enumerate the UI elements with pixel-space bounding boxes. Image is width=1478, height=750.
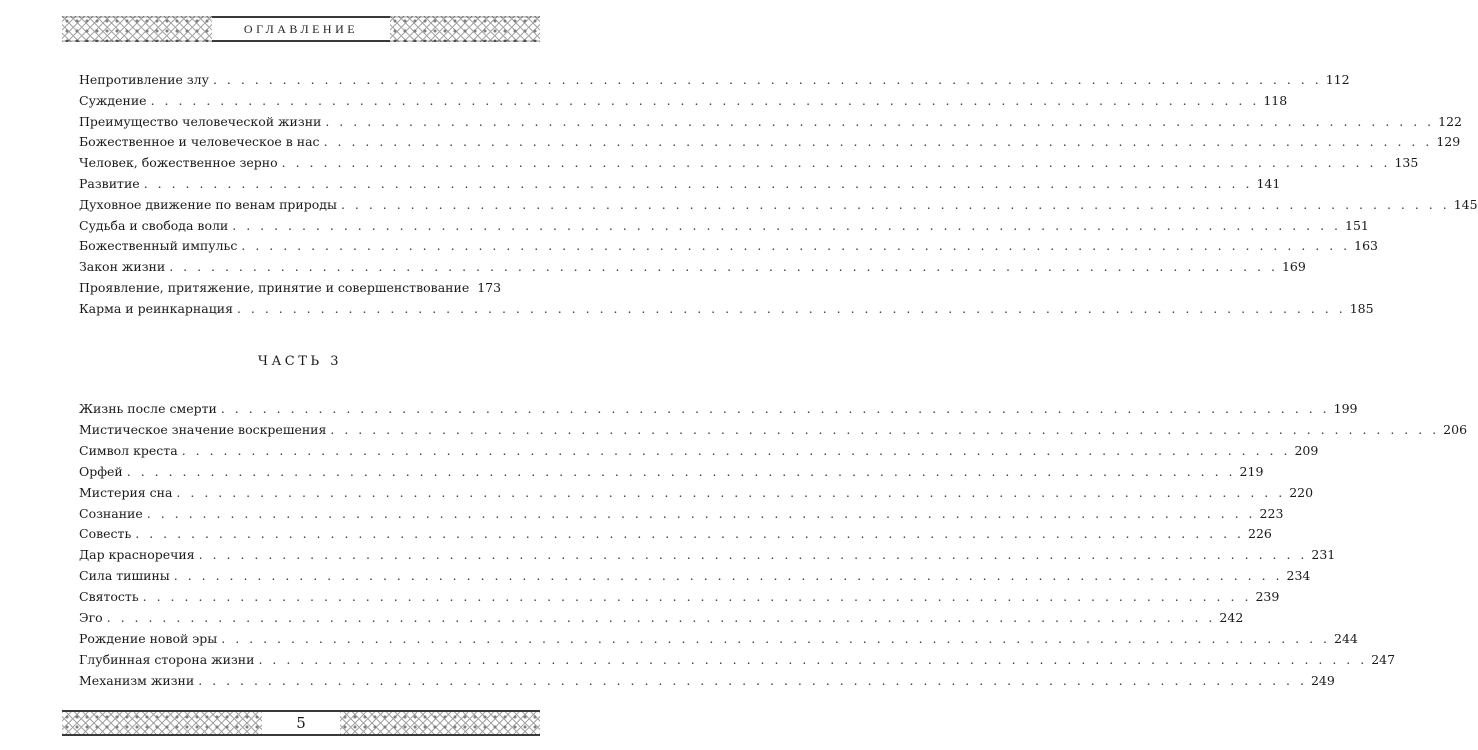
toc-entry [79,255,1306,275]
toc-entry-page: 223 [1259,505,1284,521]
toc-entry-title: Мистическое значение воскрешения [79,421,327,437]
toc-entry-leader: . . . . . . . . . . . . . . . . . . . . . . . . . . . . . . . . . . . . . . . . . . . . . . . . . . . . . . . . . . . . . . . . . . . . . . . . . . . . . . . . [220,401,1330,416]
toc-entry-title: Рождение новой эры [79,630,218,646]
toc-entry [79,89,1288,109]
toc-entry-page: 185 [1349,300,1374,316]
toc-entry [79,151,1419,171]
toc-entry [79,460,1264,480]
toc-entry-page: 234 [1286,568,1311,584]
toc-entry-leader: . . . . . . . . . . . . . . . . . . . . . . . . . . . . . . . . . . . . . . . . . . . . . . . . . . . . . . . . . . . . . . . . . . . . . . . . . . . . . . . . [176,484,1286,500]
toc-entry-page: 231 [1311,547,1336,563]
toc-entry-title: Жизнь после смерти [79,401,217,416]
toc-entry-title: Механизм жизни [79,672,195,688]
toc-entry-page: 122 [1438,113,1462,129]
toc-entry-page: 135 [1394,155,1419,171]
toc-entry-leader: . . . . . . . . . . . . . . . . . . . . . . . . . . . . . . . . . . . . . . . . . . . . . . . . . . . . . . . . . . . . . . . . . . . . . . . . . . . . . . . . [221,630,1331,646]
toc-entry-title: Карма и реинкарнация [79,300,233,316]
toc-entry-page: 151 [1345,217,1369,233]
toc-entry-page: 209 [1294,442,1319,458]
toc-entry-leader: . . . . . . . . . . . . . . . . . . . . . . . . . . . . . . . . . . . . . . . . . . . . . . . . . . . . . . . . . . . . . . . . . . . . . . . . . . . . . . . . [106,610,1216,625]
toc-entry-leader: . . . . . . . . . . . . . . . . . . . . . . . . . . . . . . . . . . . . . . . . . . . . . . . . . . . . . . . . . . . . . . . . . . . . . . . . . . . . . . . . [150,92,1260,108]
toc-entry [79,234,1379,254]
toc-entry-page: 242 [1219,610,1244,625]
toc-entry [79,627,1358,647]
toc-entry-leader: . . . . . . . . . . . . . . . . . . . . . . . . . . . . . . . . . . . . . . . . . . . . . . . . . . . . . . . . . . . . . . . . . . . . . . . . . . . . . . . . [169,259,1278,275]
toc-entry [79,214,1369,234]
toc-entry-leader: . . . . . . . . . . . . . . . . . . . . . . . . . . . . . . . . . . . . . . . . . . . . . . . . . . . . . . . . . . . . . . . . . . . . . . . . . . . . . . . . [325,113,1435,129]
toc-entry-title: Закон жизни [79,259,166,275]
toc-entry-title: Святость [79,589,139,605]
toc-entry-page: 169 [1281,259,1306,275]
toc-entry-title: Мистерия сна [79,484,173,500]
toc-entry [79,606,1244,626]
toc-entry [79,481,1314,501]
toc-entry-leader: . . . . . . . . . . . . . . . . . . . . . . . . . . . . . . . . . . . . . . . . . . . . . . . . . . . . . . . . . . . . . . . . . . . . . . . . . . . . . . . . [181,442,1291,458]
toc-entry-page: 219 [1239,463,1264,479]
toc-entry [79,193,1478,213]
toc-entry-title: Непротивление злу [79,72,209,87]
toc-entry [79,585,1280,605]
toc-entry-title: Символ креста [79,442,178,458]
toc-entry-leader: . . . . . . . . . . . . . . . . . . . . . . . . . . . . . . . . . . . . . . . . . . . . . . . . . . . . . . . . . . . . . . . . . . . . . . . . . . . . . . . . [340,196,1450,212]
toc-entry [79,502,1284,522]
toc-entry-page: 226 [1248,526,1272,542]
toc-entry-page: 244 [1334,630,1358,646]
toc-entry-leader: . . . . . . . . . . . . . . . . . . . . . . . . . . . . . . . . . . . . . . . . . . . . . . . . . . . . . . . . . . . . . . . . . . . . . . . . . . . . . . . . [330,421,1440,437]
toc-entry-page: 220 [1289,484,1314,500]
toc-entry [79,648,1396,668]
toc-entry [79,439,1319,459]
toc-entry [79,543,1336,563]
toc-entry-leader: . . . . . . . . . . . . . . . . . . . . . . . . . . . . . . . . . . . . . . . . . . . . . . . . . . . . . . . . . . . . . . . . . . . . . . . . . . . . . . . . [126,463,1236,479]
toc-entry [79,68,1350,88]
toc-entry-page: 199 [1333,401,1358,416]
toc-entry-leader: . . . . . . . . . . . . . . . . . . . . . . . . . . . . . . . . . . . . . . . . . . . . . . . . . . . . . . . . . . . . . . . . . . . . . . . . . . . . . . . . [173,568,1283,584]
toc-entry [79,172,1281,192]
toc-entry [79,397,1358,417]
toc-entry-leader: . . . . . . . . . . . . . . . . . . . . . . . . . . . . . . . . . . . . . . . . . . . . . . . . . . . . . . . . . . . . . . . . . . . . . . . . . . . . . . . . [135,526,1245,542]
toc-entry-title: Эго [79,610,103,625]
toc-entry-page: 206 [1443,421,1468,437]
toc-entry-title: Духовное движение по венам природы [79,196,337,212]
toc-entry-title: Сознание [79,505,143,521]
section-heading: ЧАСТЬ 3 [257,354,343,369]
footer-ornament-left [62,712,262,734]
toc-entry-page: 163 [1354,238,1379,254]
toc-entry-leader: . . . . . . . . . . . . . . . . . . . . . . . . . . . . . . . . . . . . . . . . . . . . . . . . . . . . . . . . . . . . . . . . . . . . . . . . . . . . . . . . [241,238,1351,254]
toc-entry-title: Сила тишины [79,568,170,584]
toc-entry-page: 173 [477,280,502,295]
toc-entry [79,418,1468,438]
toc-entry [79,110,1462,130]
toc-entry-leader: . . . . . . . . . . . . . . . . . . . . . . . . . . . . . . . . . . . . . . . . . . . . . . . . . . . . . . . . . . . . . . . . . . . . . . . . . . . . . . . . [281,155,1391,171]
footer-ornament-right [340,712,540,734]
toc-entry-leader: . . . . . . . . . . . . . . . . . . . . . . . . . . . . . . . . . . . . . . . . . . . . . . . . . . . . . . . . . . . . . . . . . . . . . . . . . . . . . . . . [323,134,1433,150]
toc-entry [79,276,502,296]
toc-entry-title: Орфей [79,463,123,479]
toc-entry-page: 247 [1371,651,1396,667]
toc-entry-leader: . . . . . . . . . . . . . . . . . . . . . . . . . . . . . . . . . . . . . . . . . . . . . . . . . . . . . . . . . . . . . . . . . . . . . . . . . . . . . . . . [198,547,1308,563]
toc-entry [79,297,1374,317]
toc-entry-title: Божественное и человеческое в нас [79,134,320,150]
toc-entry [79,130,1461,150]
toc-entry-title: Божественный импульс [79,238,238,254]
toc-entry-title: Глубинная сторона жизни [79,651,255,667]
page-number: 5 [262,712,340,734]
toc-entry-title: Человек, божественное зерно [79,155,278,171]
page-footer [62,706,540,740]
toc-entry-title: Суждение [79,92,147,108]
toc-entry-leader: . . . . . . . . . . . . . . . . . . . . . . . . . . . . . . . . . . . . . . . . . . . . . . . . . . . . . . . . . . . . . . . . . . . . . . . . . . . . . . . . [142,589,1252,605]
toc-entry-title: Преимущество человеческой жизни [79,113,322,129]
toc-entry-leader: . . . . . . . . . . . . . . . . . . . . . . . . . . . . . . . . . . . . . . . . . . . . . . . . . . . . . . . . . . . . . . . . . . . . . . . . . . . . . . . . [198,672,1307,688]
toc-entry [79,522,1272,542]
toc-entry-leader: . . . . . . . . . . . . . . . . . . . . . . . . . . . . . . . . . . . . . . . . . . . . . . . . . . . . . . . . . . . . . . . . . . . . . . . . . . . . . . . . [143,176,1253,191]
toc-entry [79,669,1335,689]
page-header [62,14,540,44]
toc-entry-leader: . . . . . . . . . . . . . . . . . . . . . . . . . . . . . . . . . . . . . . . . . . . . . . . . . . . . . . . . . . . . . . . . . . . . . . . . . . . . . . . . [212,72,1322,87]
header-ornament-left [62,16,212,42]
toc-entry-title: Дар красноречия [79,547,195,563]
toc-entry [79,564,1311,584]
toc-entry-title: Проявление, притяжение, принятие и совершенствование [79,280,470,295]
toc-entry-title: Судьба и свобода воли [79,217,229,233]
toc-entry-page: 239 [1255,589,1280,605]
toc-entry-leader: . . . . . . . . . . . . . . . . . . . . . . . . . . . . . . . . . . . . . . . . . . . . . . . . . . . . . . . . . . . . . . . . . . . . . . . . . . . . . . . . [146,505,1256,521]
toc-entry-page: 249 [1310,672,1335,688]
toc-entry-leader: . . . . . . . . . . . . . . . . . . . . . . . . . . . . . . . . . . . . . . . . . . . . . . . . . . . . . . . . . . . . . . . . . . . . . . . . . . . . . . . . [236,300,1346,316]
toc-entry-page: 112 [1325,72,1350,87]
toc-entry-leader: . . . . . . . . . . . . . . . . . . . . . . . . . . . . . . . . . . . . . . . . . . . . . . . . . . . . . . . . . . . . . . . . . . . . . . . . . . . . . . . . [232,217,1342,233]
toc-entry-title: Совесть [79,526,132,542]
toc-entry-leader: . . . . . . . . . . . . . . . . . . . . . . . . . . . . . . . . . . . . . . . . . . . . . . . . . . . . . . . . . . . . . . . . . . . . . . . . . . . . . . . . [258,651,1368,667]
header-title: ОГЛАВЛЕНИЕ [212,21,390,37]
toc-entry-page: 129 [1436,134,1461,150]
header-ornament-right [390,16,540,42]
toc-entry-page: 145 [1453,196,1478,212]
toc-entry-page: 141 [1256,176,1281,191]
toc-entry-title: Развитие [79,176,140,191]
toc-entry-page: 118 [1263,92,1288,108]
